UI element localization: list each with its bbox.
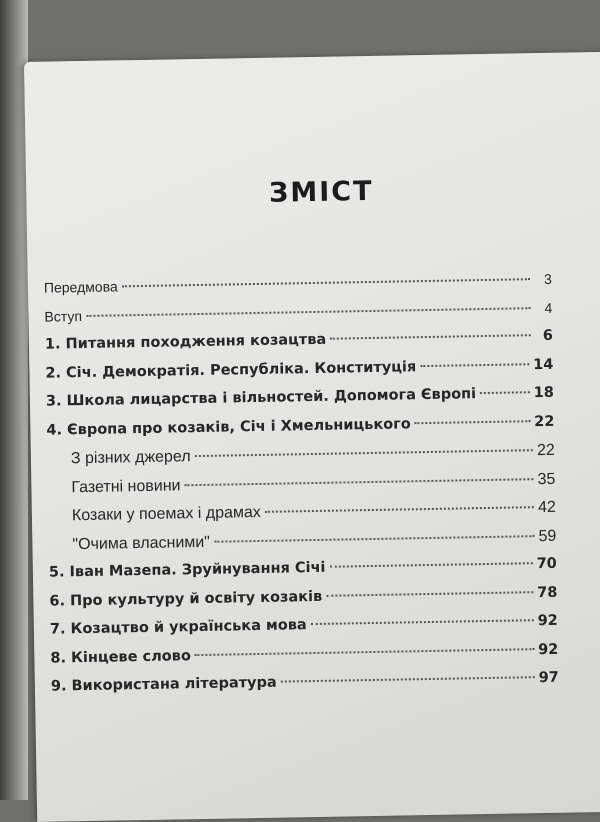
toc-entry-label: "Очима власними" (72, 533, 211, 553)
toc-entry-page: 97 (538, 669, 559, 687)
toc-entry-page: 92 (537, 612, 558, 630)
toc-entry-label: Передмова (43, 278, 118, 296)
toc-entry-label: 7. Козацтво й українська мова (49, 617, 307, 638)
dot-leader (420, 362, 529, 367)
toc-entry-page: 4 (544, 299, 553, 316)
toc-entry-label: Газетні новини (71, 476, 181, 496)
toc-entry-page: 22 (536, 441, 556, 460)
dot-leader (86, 306, 530, 317)
dot-leader (311, 618, 534, 625)
dot-leader (326, 590, 533, 597)
dot-leader (330, 333, 531, 340)
toc-entry-page: 3 (543, 270, 553, 287)
toc-entry-label: 4. Європа про козаків, Січ і Хмельницького (46, 415, 411, 439)
toc-entry-page: 6 (542, 327, 553, 344)
toc-entry-label: 6. Про культуру й освіту козаків (49, 588, 323, 610)
toc-entry-label: 3. Школа лицарства і вільностей. Допомога Європі (45, 386, 477, 410)
dot-leader (184, 477, 533, 486)
toc-entry-label: 2. Січ. Демократія. Республіка. Конституція (45, 358, 417, 382)
toc-entry-page: 92 (538, 641, 559, 658)
dot-leader (214, 534, 535, 543)
toc-entry-page: 78 (537, 584, 558, 601)
toc-entry-page: 14 (533, 356, 554, 373)
toc-entry-label: 8. Кінцеве слово (50, 647, 191, 667)
dot-leader (265, 505, 534, 513)
book-page (24, 52, 600, 822)
toc-entry-label: 1. Питання походження козацтва (44, 331, 327, 353)
toc-entry-page: 70 (536, 555, 557, 573)
toc-entry-label: Козаки у поемах і драмах (71, 503, 261, 525)
dot-leader (329, 561, 532, 568)
toc-entry-page: 59 (538, 527, 557, 545)
toc-entry-page: 18 (533, 384, 554, 402)
dot-leader (480, 390, 530, 394)
toc-entry-label: 5. Іван Мазепа. Зруйнування Січі (48, 559, 326, 581)
table-of-contents (44, 271, 559, 707)
toc-entry-page: 35 (537, 470, 556, 488)
dot-leader (195, 448, 533, 457)
toc-entry-page: 22 (534, 413, 555, 430)
dot-leader (281, 675, 535, 682)
adjacent-book-edge (0, 0, 28, 800)
toc-entry-label: Вступ (44, 307, 83, 325)
dot-leader (195, 647, 534, 656)
toc-entry-label: 9. Використана література (50, 674, 277, 695)
dot-leader (415, 419, 531, 424)
page-title: ЗМІСТ (268, 175, 374, 209)
toc-entry-page: 42 (537, 498, 557, 517)
toc-entry-label: З різних джерел (70, 448, 191, 468)
dot-leader (122, 277, 530, 287)
